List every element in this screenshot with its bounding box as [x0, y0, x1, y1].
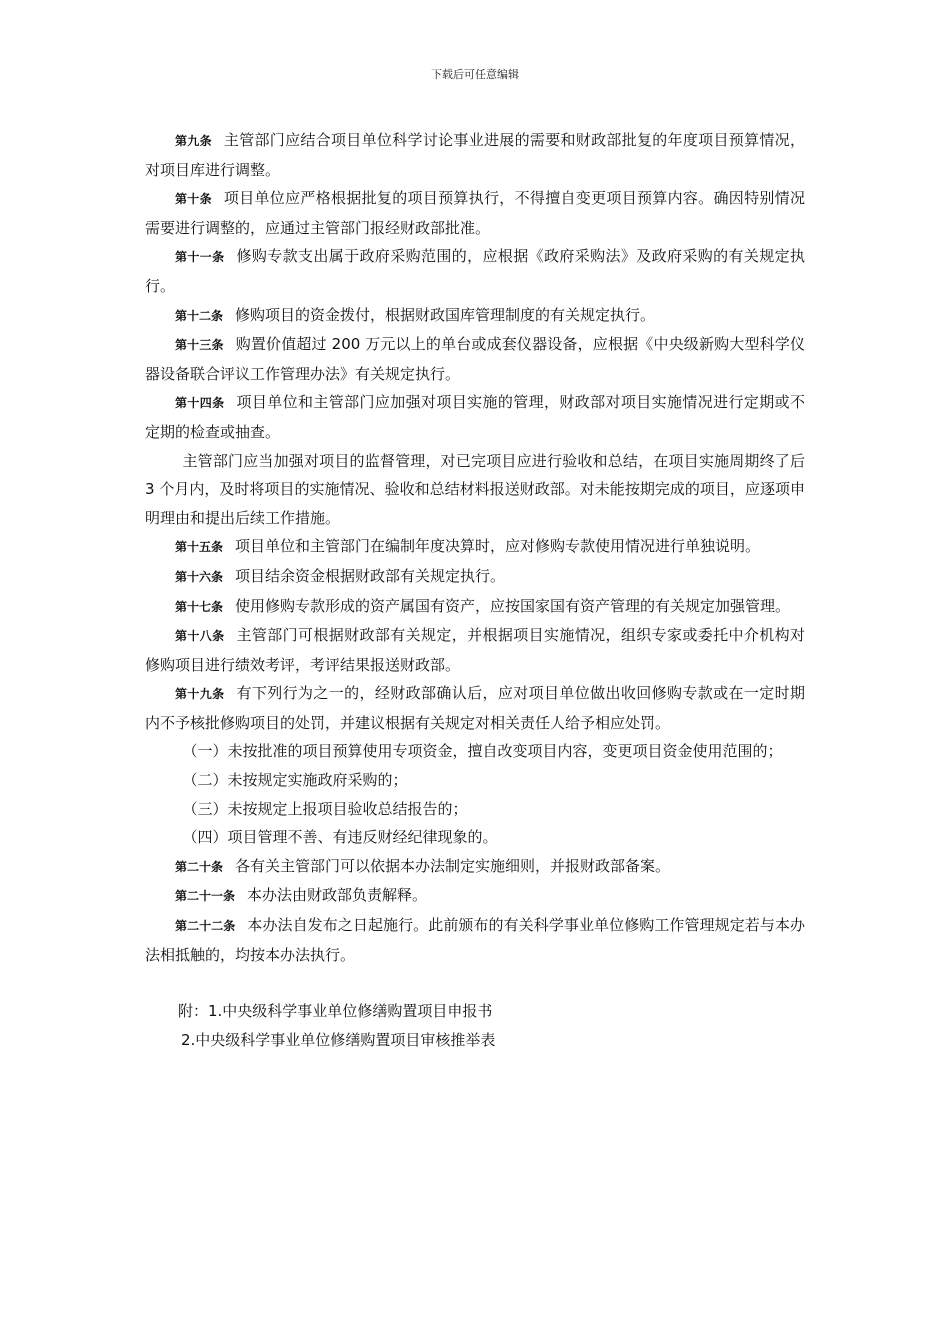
article-16: [145, 562, 805, 592]
article-text: 购置价值超过 200 万元以上的单台或成套仪器设备，应根据《中央级新购大型科学仪器设备联合评议工作管理办法》有关规定执行。: [145, 335, 805, 383]
article-text: 各有关主管部门可以依据本办法制定实施细则，并报财政部备案。: [235, 856, 671, 875]
article-text: 本办法自发布之日起施行。此前颁布的有关科学事业单位修购工作管理规定若与本办法相抵触的，均按本办法执行。: [145, 916, 805, 964]
article-15: [145, 532, 805, 562]
article-text: 修购项目的资金拨付，根据财政国库管理制度的有关规定执行。: [235, 305, 656, 324]
article-number: 第十一条: [175, 250, 225, 265]
article-14: [145, 388, 805, 446]
article-21: [145, 881, 805, 911]
article-number: 第九条: [175, 134, 212, 148]
article-text: 修购专款支出属于政府采购范围的，应根据《政府采购法》及政府采购的有关规定执行。: [145, 247, 805, 295]
article-number: 第二十一条: [175, 889, 236, 904]
article-number: 第十四条: [175, 396, 225, 411]
document-body: [145, 126, 805, 1054]
article-text: 主管部门可根据财政部有关规定，并根据项目实施情况，组织专家或委托中介机构对修购项目进行绩效考评，考评结果报送财政部。: [145, 626, 805, 674]
article-22: [145, 911, 805, 969]
article-text: 项目单位应严格根据批复的项目预算执行，不得擅自变更项目预算内容。确因特别情况需要进行调整的，应通过主管部门报经财政部批准。: [145, 189, 805, 237]
article-number: 第二十二条: [175, 919, 236, 934]
attachments: [145, 997, 805, 1054]
article-19-item-4: [145, 823, 805, 852]
article-text: 本办法由财政部负责解释。: [247, 886, 428, 905]
attachment-2: 2.中央级科学事业单位修缮购置项目审核推举表: [181, 1030, 496, 1049]
article-20: [145, 852, 805, 882]
item-text: （四）项目管理不善、有违反财经纪律现象的。: [182, 828, 498, 847]
article-10: [145, 184, 805, 242]
article-12: [145, 301, 805, 331]
page-header: 下载后可任意编辑: [431, 68, 519, 81]
article-text: 项目单位和主管部门在编制年度决算时，应对修购专款使用情况进行单独说明。: [235, 537, 761, 556]
item-text: （二）未按规定实施政府采购的；: [182, 771, 408, 790]
article-14-paragraph-2: [145, 447, 805, 533]
article-number: 第十条: [175, 192, 212, 207]
article-number: 第十七条: [175, 599, 224, 614]
article-number: 第十八条: [175, 629, 225, 644]
item-text: （一）未按批准的项目预算使用专项资金，擅自改变项目内容，变更项目资金使用范围的；: [182, 742, 783, 761]
article-number: 第十九条: [175, 687, 225, 702]
article-number: 第十六条: [175, 569, 224, 584]
article-number: 第十二条: [175, 308, 224, 323]
article-text: 项目单位和主管部门应加强对项目实施的管理，财政部对项目实施情况进行定期或不定期的检查或抽查。: [145, 393, 805, 441]
item-text: （三）未按规定上报项目验收总结报告的；: [182, 799, 468, 818]
article-number: 第二十条: [175, 859, 224, 874]
article-number: 第十五条: [175, 540, 224, 555]
article-17: [145, 592, 805, 622]
article-text: 项目结余资金根据财政部有关规定执行。: [235, 566, 506, 585]
attachment-1: 附：1.中央级科学事业单位修缮购置项目申报书: [178, 1002, 493, 1021]
article-text: 主管部门应结合项目单位科学讨论事业进展的需要和财政部批复的年度项目预算情况，对项目库进行调整。: [145, 131, 805, 179]
article-18: [145, 621, 805, 679]
article-19-item-3: [145, 795, 805, 824]
article-9: [145, 126, 805, 184]
article-text: 使用修购专款形成的资产属国有资产，应按国家国有资产管理的有关规定加强管理。: [235, 596, 791, 615]
article-13: [145, 330, 805, 388]
article-19-item-2: [145, 766, 805, 795]
paragraph-text: 主管部门应当加强对项目的监督管理，对已完项目应进行验收和总结，在项目实施周期终了后 3 个月内，及时将项目的实施情况、验收和总结材料报送财政部。对未能按期完成的项目，应逐项申明理由和提出后续工作措施。: [145, 451, 805, 527]
article-19: [145, 679, 805, 737]
article-19-item-1: [145, 737, 805, 766]
article-number: 第十三条: [175, 338, 224, 353]
article-text: 有下列行为之一的，经财政部确认后，应对项目单位做出收回修购专款或在一定时期内不予核批修购项目的处罚，并建议根据有关规定对相关责任人给予相应处罚。: [145, 684, 805, 732]
article-11: [145, 242, 805, 300]
